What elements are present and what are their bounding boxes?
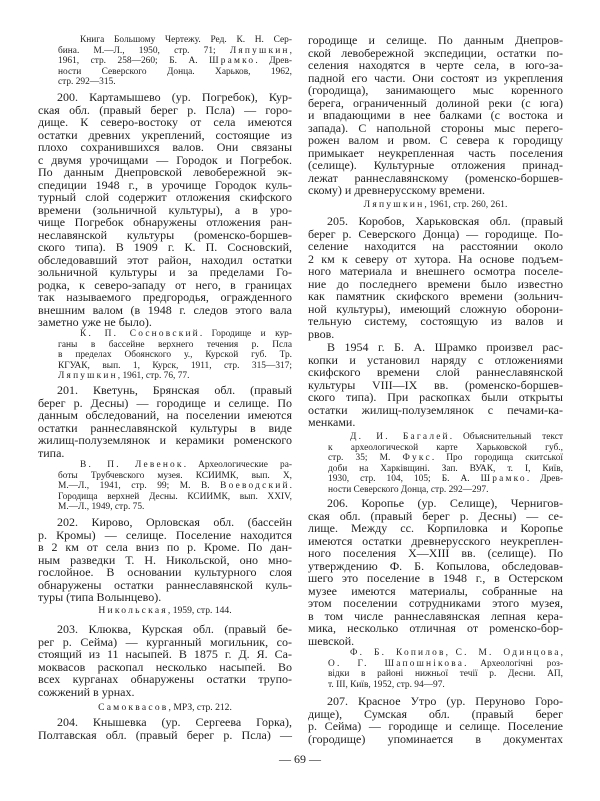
text-line: так называемого предгородья, огражденного [38, 290, 292, 304]
text-line: ного поселения X—XIII вв. (селище). По [308, 546, 563, 560]
text-line: рег р. Сейма) — курганный могильник, со- [38, 634, 292, 649]
text-line [308, 659, 563, 670]
text-line: тельную систему, состоящую из валов и [308, 314, 563, 328]
text-line: сожжений в урнах. [38, 684, 135, 699]
text-segment: , [289, 45, 292, 56]
text-line: музее имеются материалы, собранные на [308, 583, 563, 598]
entry-paragraph [38, 516, 292, 604]
text-line: рвов. [308, 326, 335, 341]
text-segment: . Про городища скитської [431, 453, 563, 463]
text-line: с двумя урочищами — Городок и Погребок. [38, 152, 292, 167]
entry-paragraph [38, 716, 292, 741]
author-name: Д. И. Багалей [350, 432, 450, 442]
text-line: в том числе раннеславянская лепная кера- [308, 608, 563, 623]
text-line: 203. Клюква, Курская обл. (правый бе- [57, 622, 292, 636]
text-segment: , [445, 648, 456, 658]
text-line: Книга Большому Чертежу. Ред. К. Н. Сер- [80, 35, 292, 45]
text-line: ности Северского Донца, стр. 292—297. [328, 484, 489, 495]
text-line [38, 702, 292, 715]
text-line: дище), Сумская обл. (правый берег [308, 706, 563, 721]
entry-paragraph [308, 34, 563, 197]
text-segment: . Объяснительный текст [449, 432, 563, 442]
text-line: ганы в бассейне верхнего течения р. Псла [58, 339, 292, 350]
text-line: менками. [308, 415, 356, 429]
text-segment: М.—Л., 1941, стр. 99; М. В. [58, 481, 221, 491]
text-line: 206. Коропье (ур. Селище), Чернигов- [327, 496, 563, 510]
text-line: утверждению Ф. Б. Копылова, обследовав- [308, 558, 563, 573]
author-name: Ляпушкин [229, 45, 290, 56]
text-line: туры (типа Волынцево). [38, 590, 162, 604]
text-line: ская обл. (правый берег р. Псла) — горо- [38, 102, 292, 117]
text-segment: стр. 35; М. [328, 453, 403, 463]
author-name: О. Г. Шапошнікова [328, 658, 465, 669]
text-segment: , [560, 648, 563, 658]
text-line: ние до последнего времени было известно [308, 276, 563, 291]
bibliography-note [38, 329, 292, 382]
text-line: остатки жилищ-полуземлянок с печами-ка- [308, 402, 563, 417]
entry-paragraph [308, 215, 563, 340]
text-line: ская обл. (правый берег р. Десны) — се- [308, 508, 563, 523]
text-line: (селище). Культурные отложения принад- [308, 158, 563, 172]
entry-paragraph [308, 695, 563, 745]
text-line: городище и селище. По данным Днепров- [308, 33, 563, 47]
text-line: стоящий из 11 насыпей. В 1875 г. Д. Я. Са- [38, 647, 292, 661]
text-line: лежат раннеславянскому (роменско-боршев- [308, 170, 563, 185]
text-segment: . Древ- [255, 56, 292, 66]
text-line [38, 460, 292, 471]
text-line: відки в районі нижньої течії р. Десни. АП, [328, 669, 563, 679]
text-line [308, 474, 563, 485]
text-line: скому) и древнерусскому времени. [308, 183, 486, 197]
text-line: остатки раннеславянской культуры в виде [38, 420, 292, 435]
author-name: К. П. Сосновский [80, 329, 200, 339]
text-line [38, 371, 292, 382]
text-line: ского типа). В 1909 г. К. П. Сосновский, [38, 240, 292, 254]
text-line: всех курганах обнаружены остатки трупо- [38, 672, 292, 686]
text-segment: . Древ- [526, 474, 563, 484]
bibliography-note [38, 35, 292, 88]
text-line [308, 432, 563, 443]
text-line: заметно уже не было). [38, 315, 152, 329]
text-line: ным разведки Т. Н. Никольской, оно мно- [38, 552, 292, 567]
text-line: ного материала и внешнего осмотра поселе- [308, 264, 563, 278]
text-line: зольничной культуры и за пределами Го- [38, 265, 292, 279]
text-line: берега, ограниченный долиной реки (с юга) [308, 95, 563, 110]
text-line [38, 46, 292, 57]
text-line [38, 481, 292, 492]
text-line [38, 56, 292, 67]
text-line: в пределах Обоянского у., Курской губ. Тр. [58, 350, 292, 360]
text-line: гослойное. В основании культурного слоя [38, 565, 292, 579]
author-name: С. М. Одинцова [455, 648, 561, 658]
text-line: дище. К северо-востоку от села имеются [38, 115, 292, 129]
text-line: боты Трубчевского музея. КСИИМК, вып. X, [58, 470, 292, 481]
text-line: скифского времени слой раннеславянской [308, 365, 563, 379]
text-line: 205. Коробов, Харьковская обл. (правый [327, 214, 563, 228]
author-name: Шрамко [209, 56, 256, 66]
text-line: В 1954 г. Б. А. Шрамко произвел рас- [327, 340, 563, 354]
text-line: Полтавская обл. (правый берег р. Псла) — [38, 727, 292, 742]
author-name: В. П. Левенок [80, 460, 184, 470]
text-segment: , МРЗ, стр. 212. [168, 702, 232, 713]
author-name: Ляпушкин [58, 371, 118, 381]
text-line: По данным Днепровской левобережной эк- [38, 165, 292, 179]
text-line: р. Кромы) — селище. Поселение находится [38, 527, 292, 542]
text-segment: , 1961, стр. 76, 77. [117, 371, 190, 381]
text-line: внешним валом (в 1948 г. следов этого вала [38, 302, 292, 317]
text-line: Городища верхней Десны. КСИИМК, вып. XXIV, [58, 491, 292, 502]
bibliography-note [308, 648, 563, 690]
page-number: — 69 — [279, 752, 321, 766]
text-line: обнаружены остатки раннеславянской куль- [38, 577, 292, 592]
text-line: берег р. Десны) — городище и селище. По [38, 395, 292, 410]
text-line [38, 605, 292, 618]
text-segment: . Археологические ра- [183, 460, 292, 470]
text-segment: 1961, стр. 258—260; Б. А. [58, 56, 210, 66]
citation-line [38, 702, 292, 715]
text-line: типа. [38, 445, 65, 460]
text-line: жилищ-полуземлянок и керамики роменского [38, 433, 292, 447]
text-line: селения находятся в черте села, в юго-за- [308, 58, 563, 72]
bibliography-note [38, 460, 292, 513]
text-line: КГУАК, вып. 1, Курск, 1911, стр. 315—317; [58, 360, 292, 371]
entry-paragraph [308, 341, 563, 429]
author-name: Шрамко [480, 474, 527, 484]
text-line: шего это поселение в 1948 г., в Остерском [308, 571, 563, 585]
entry-paragraph [308, 497, 563, 647]
entry-paragraph [38, 384, 292, 459]
text-line: 204. Кнышевка (ур. Сергеева Горка), [57, 715, 292, 729]
text-segment: 1930, стр. 104, 105; Б. А. [328, 474, 481, 484]
entry-paragraph [38, 623, 292, 698]
text-line: (городище) упоминается в документах [308, 731, 563, 746]
text-line: этом поселении сотрудниками этого музея, [308, 596, 563, 610]
text-line: плохо сохранившихся валов. Они связаны [38, 140, 292, 154]
text-line: 207. Красное Утро (ур. Перуново Горо- [327, 694, 563, 708]
citation-line [38, 605, 292, 618]
text-segment: . [289, 481, 292, 491]
text-line: остатки древних укреплений, состоящие из [38, 127, 292, 142]
text-line [308, 648, 563, 659]
author-name: Самоквасов [98, 702, 169, 713]
text-line: ной культуры), имеющий сложную оборони- [308, 301, 563, 316]
text-line: примыкает неукрепленная часть поселения [308, 145, 563, 160]
author-name: Никольская [98, 605, 168, 616]
author-name: Ф. Б. Копилов [350, 648, 446, 658]
text-line: берег р. Северского Донца) — городище. По- [308, 226, 563, 241]
text-segment: , 1959, стр. 144. [167, 605, 232, 616]
text-segment: . Городище и кур- [199, 329, 292, 339]
text-line: неславянской культуры (роменско-боршев- [38, 227, 292, 242]
text-line: ского типа). При раскопках были открыты [308, 390, 563, 404]
author-name: Ляпушкин [363, 199, 425, 210]
text-line [308, 453, 563, 464]
text-line: 202. Кирово, Орловская обл. (бассейн [57, 515, 292, 529]
citation-line [308, 199, 563, 212]
text-line: 201. Кветунь, Брянская обл. (правый [57, 383, 292, 397]
text-segment: , 1961, стр. 260, 261. [424, 199, 508, 210]
author-name: Воеводский [220, 481, 290, 491]
text-segment: бина. М.—Л., 1950, стр. 71; [58, 45, 230, 56]
text-line: М.—Л., 1949, стр. 75. [58, 502, 145, 512]
text-line: мика, несколько отличная от роменско-бор- [308, 621, 563, 635]
text-line: как памятник скифского времени (зольнич- [308, 289, 563, 303]
text-line [38, 329, 292, 340]
text-line: запада). С напольной стороны мыс перего- [308, 120, 563, 135]
text-line: ской левобережной экспедиции, остатки по- [308, 45, 563, 60]
text-line: р. Сейма) — городище и селище. Поселение [308, 719, 563, 733]
text-line: стр. 292—315. [58, 77, 116, 87]
text-line: шевской. [308, 633, 355, 648]
text-line: культуры VIII—IX вв. (роменско-боршев- [308, 377, 563, 392]
text-line: (городища), занимающего мыс коренного [308, 83, 563, 97]
text-line: и впадающими в нее балками (с востока и [308, 108, 563, 122]
text-line: доби на Харківщині. Зап. ВУАК, т. І, Київ, [328, 463, 563, 474]
text-line: т. ІІІ, Київ, 1952, стр. 94—97. [328, 679, 445, 690]
text-line: лище. Между сс. Корпиловка и Коропье [308, 521, 563, 535]
text-line: данным обследований, на поселении имеются [38, 408, 292, 422]
text-line: моквасов раскопал несколько насыпей. Во [38, 659, 292, 674]
text-line: копки и установил наряду с отложениями [308, 352, 563, 367]
bibliography-note [308, 432, 563, 495]
entry-paragraph [38, 91, 292, 329]
text-line: турный слой содержит отложения скифского [38, 190, 292, 204]
text-segment: . Археологічні роз- [464, 658, 563, 669]
text-line: к археологической карте Харьковской губ., [328, 442, 563, 453]
text-line: падной его части. Они состоят из укрепления [308, 70, 563, 85]
text-line [308, 199, 563, 212]
text-line: в 2 км от села вниз по р. Кроме. По дан- [38, 540, 292, 554]
author-name: Фукс [402, 453, 432, 463]
text-line: селение находится на расстоянии около [308, 239, 563, 253]
text-line: ности Северского Донца. Харьков, 1962, [58, 66, 292, 77]
text-line: 2 км к северу от хутора. На основе подъем- [308, 251, 563, 266]
text-line: имеются остатки древнерусского неукреплен- [308, 533, 563, 548]
text-line: родка, к северо-западу от него, в границах [38, 277, 292, 292]
text-line: 200. Картамышево (ур. Погребок), Кур- [57, 90, 292, 104]
text-line: времени (зольничной культуры), а в уро- [38, 202, 292, 217]
text-line: спедиции 1948 г., в урочище Городок куль- [38, 177, 292, 192]
text-line: чище Погребок обнаружены отложения ран- [38, 215, 292, 229]
text-line: рожен валом и рвом. С севера к городищу [308, 133, 563, 147]
text-line: обследовавший этот район, находил остатки [38, 252, 292, 267]
